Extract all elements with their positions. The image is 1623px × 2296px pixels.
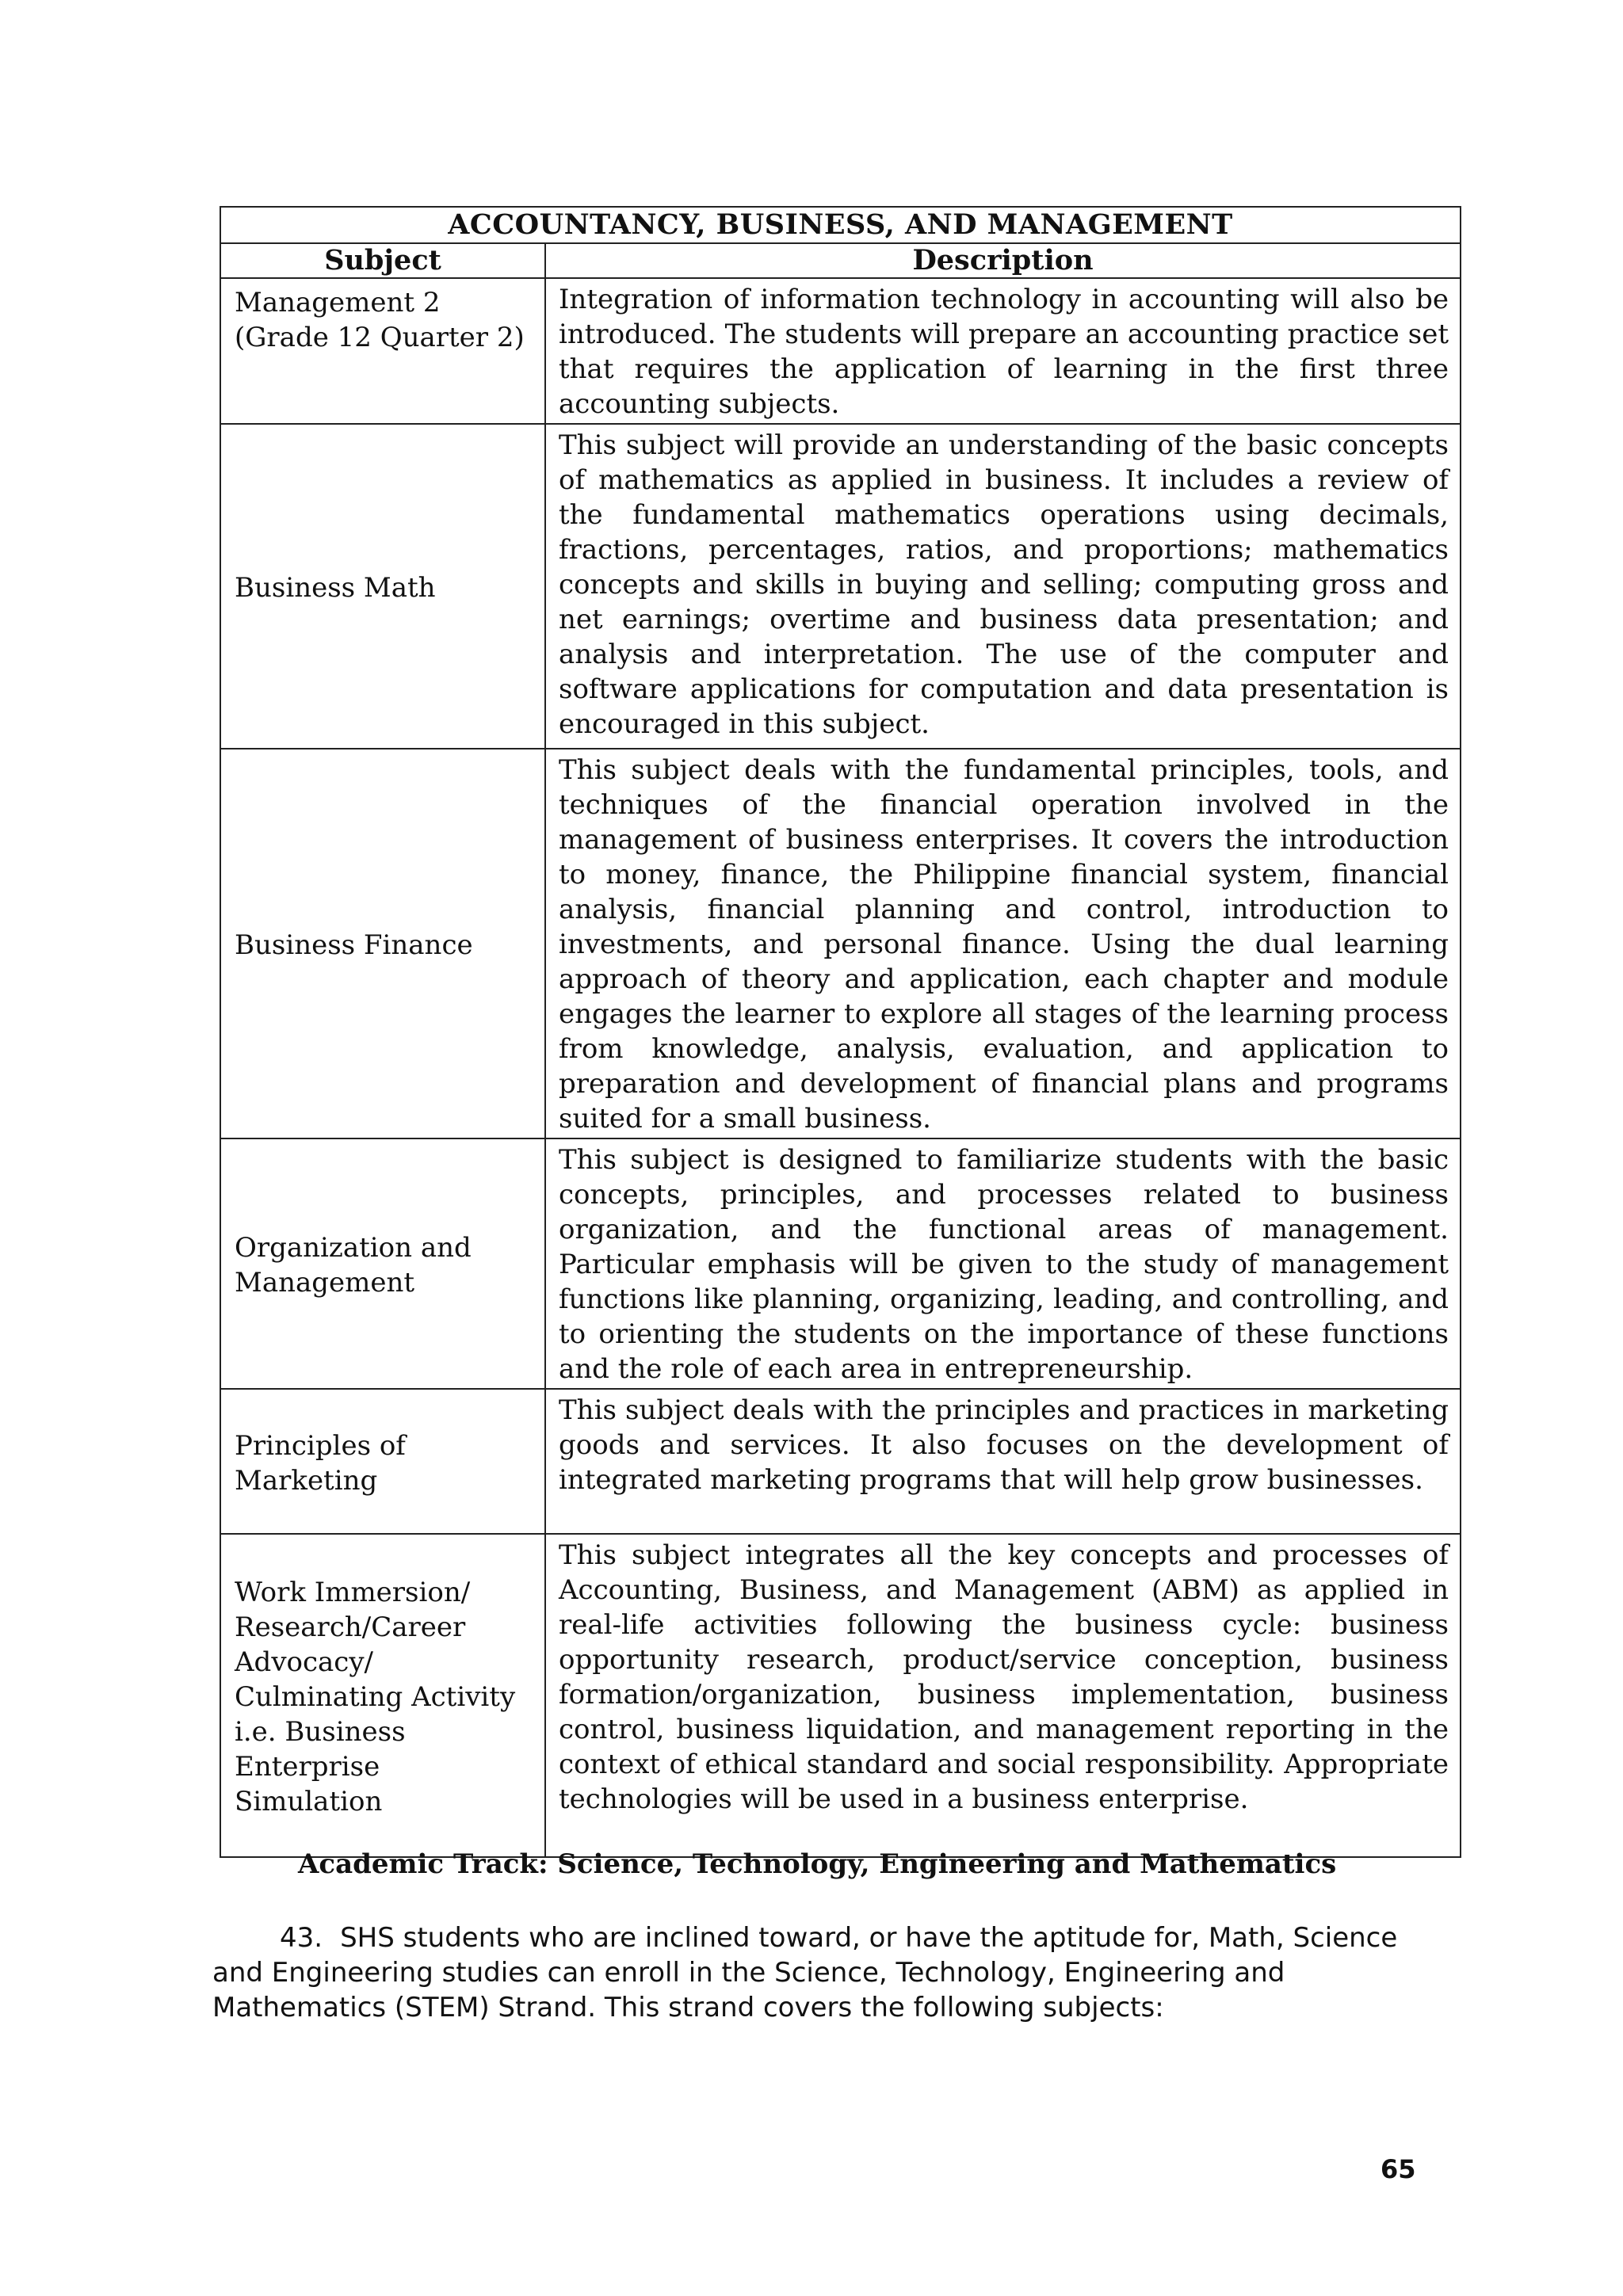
table-row: [220, 749, 1461, 1138]
section-heading: Academic Track: Science, Technology, Engineering and Mathematics: [298, 1848, 1337, 1880]
table-header-row: [220, 243, 1461, 278]
paragraph-text: SHS students who are inclined toward, or have the aptitude for, Math, Science and Engineering studies can enroll in the Science, Technology, Engineering and Mathematics (STEM) Strand. This strand covers the following subjects:: [212, 1922, 1398, 2023]
subject-cell: Business Math: [220, 424, 545, 749]
subject-cell: Business Finance: [220, 749, 545, 1138]
table-row: [220, 1534, 1461, 1857]
column-header-description: Description: [545, 243, 1461, 278]
subject-cell: Organization and Management: [220, 1138, 545, 1389]
description-cell: This subject deals with the principles and practices in marketing goods and services. It also focuses on the development of integrated marketing programs that will help grow businesses.: [545, 1389, 1461, 1534]
description-cell: This subject integrates all the key concepts and processes of Accounting, Business, and Management (ABM) as applied in real-life activities following the business cycle: business opportunity research, product/service conception, business formation/organization, business implementation, business control, business liquidation, and management reporting in the context of ethical standard and social responsibility. Appropriate technologies will be used in a business enterprise.: [545, 1534, 1461, 1857]
subject-cell: Work Immersion/ Research/Career Advocacy/ Culminating Activity i.e. Business Enterprise Simulation: [220, 1534, 545, 1857]
page-number: 65: [1381, 2154, 1416, 2184]
description-cell: Integration of information technology in accounting will also be introduced. The students will prepare an accounting practice set that requires the application of learning in the first three accounting subjects.: [545, 278, 1461, 424]
table-row: [220, 1389, 1461, 1534]
table-row: [220, 1138, 1461, 1389]
table-title: ACCOUNTANCY, BUSINESS, AND MANAGEMENT: [220, 207, 1461, 243]
table-row: [220, 424, 1461, 749]
column-header-subject: Subject: [220, 243, 545, 278]
abm-subjects-table: [220, 206, 1461, 1858]
table-title-row: [220, 207, 1461, 243]
paragraph-number: 43.: [280, 1922, 323, 1954]
description-cell: This subject deals with the fundamental principles, tools, and techniques of the financial operation involved in the management of business enterprises. It covers the introduction to money, finance, the Philippine financial system, financial analysis, financial planning and control, introduction to investments, and personal finance. Using the dual learning approach of theory and application, each chapter and module engages the learner to explore all stages of the learning process from knowledge, analysis, evaluation, and application to preparation and development of financial plans and programs suited for a small business.: [545, 749, 1461, 1138]
subject-cell: Management 2 (Grade 12 Quarter 2): [220, 278, 545, 424]
table-row: [220, 278, 1461, 424]
body-paragraph: [212, 1920, 1425, 2025]
description-cell: This subject will provide an understanding of the basic concepts of mathematics as applied in business. It includes a review of the fundamental mathematics operations using decimals, fractions, percentages, ratios, and proportions; mathematics concepts and skills in buying and selling; computing gross and net earnings; overtime and business data presentation; and analysis and interpretation. The use of the computer and software applications for computation and data presentation is encouraged in this subject.: [545, 424, 1461, 749]
description-cell: This subject is designed to familiarize students with the basic concepts, principles, and processes related to business organization, and the functional areas of management. Particular emphasis will be given to the study of management functions like planning, organizing, leading, and controlling, and to orienting the students on the importance of these functions and the role of each area in entrepreneurship.: [545, 1138, 1461, 1389]
subject-cell: Principles of Marketing: [220, 1389, 545, 1534]
